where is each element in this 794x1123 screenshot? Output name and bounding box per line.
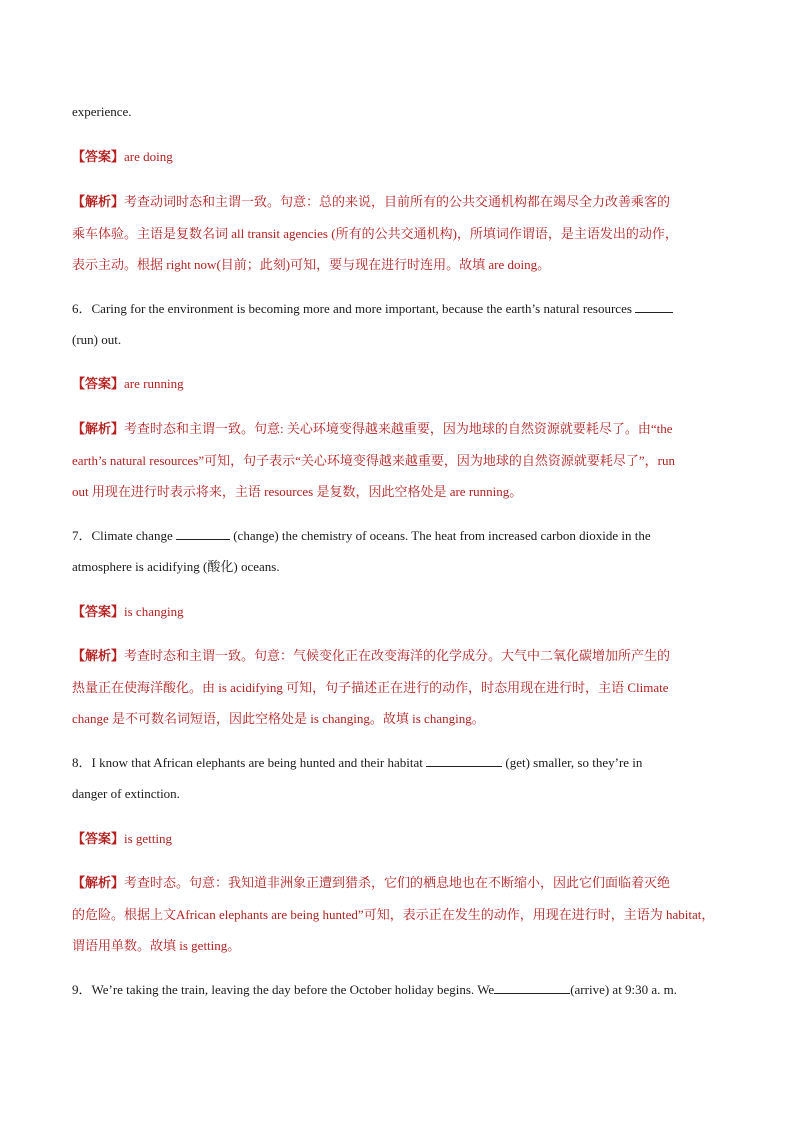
answer-tag: 【答案】 — [72, 605, 125, 620]
analysis-tag: 【解析】 — [72, 422, 125, 437]
answer-text: is changing — [124, 604, 184, 619]
analysis-line-2: 热量正在使海洋酸化。由 is acidifying 可知，句子描述正在进行的动作，时态用现在进行时，主语 Climate — [72, 680, 669, 695]
analysis-line-1: 考查时态。句意：我知道非洲象正遭到猎杀，它们的栖息地也在不断缩小，因此它们面临着灭绝 — [124, 875, 671, 890]
question-text: 6．Caring for the environment is becoming more and more important, because the earth’s natural resources — [72, 301, 632, 316]
analysis-line-1: 考查时态和主谓一致。句意：气候变化正在改变海洋的化学成分。大气中二氧化碳增加所产生的 — [124, 648, 671, 663]
q7-question — [72, 520, 724, 582]
analysis-line-3: change 是不可数名词短语，因此空格处是 is changing。故填 is changing。 — [72, 711, 485, 726]
answer-text: is getting — [124, 831, 173, 846]
analysis-line-2: earth’s natural resources”可知，句子表示“关心环境变得越来越重要，因为地球的自然资源就要耗尽了”，run — [72, 453, 675, 468]
question-text-2: (run) out. — [72, 332, 122, 347]
question-text: 9．We’re taking the train, leaving the day before the October holiday begins. We — [72, 982, 495, 997]
question-text-2: atmosphere is acidifying (酸化) oceans. — [72, 559, 280, 574]
answer-blank[interactable] — [494, 979, 570, 994]
q6-question — [72, 293, 724, 355]
answer-blank[interactable] — [426, 752, 502, 767]
question-text-cont: (change) the chemistry of oceans. The heat from increased carbon dioxide in the — [233, 528, 651, 543]
question-text: 7．Climate change — [72, 528, 173, 543]
analysis-tag: 【解析】 — [72, 876, 125, 891]
q9-question — [72, 974, 724, 1005]
q5-tail: experience. — [72, 104, 132, 119]
analysis-line-2: 乘车体验。主语是复数名词 all transit agencies (所有的公共交通机构)，所填词作谓语，是主语发出的动作， — [72, 226, 678, 241]
q5-analysis — [72, 186, 724, 280]
analysis-line-1: 考查动词时态和主谓一致。句意：总的来说，目前所有的公共交通机构都在竭尽全力改善乘客的 — [124, 194, 671, 209]
q7-answer — [72, 596, 724, 628]
question-text-cont: (get) smaller, so they’re in — [505, 755, 643, 770]
answer-tag: 【答案】 — [72, 377, 125, 392]
q8-answer — [72, 823, 724, 855]
answer-tag: 【答案】 — [72, 150, 125, 165]
analysis-tag: 【解析】 — [72, 649, 125, 664]
analysis-line-3: out 用现在进行时表示将来，主语 resources 是复数，因此空格处是 are running。 — [72, 484, 523, 499]
q8-question — [72, 747, 724, 809]
analysis-line-3: 表示主动。根据 right now(目前；此刻)可知，要与现在进行时连用。故填 are doing。 — [72, 257, 551, 272]
question-text-cont: (arrive) at 9:30 a. m. — [570, 982, 678, 997]
analysis-line-2: 的危险。根据上文African elephants are being hunted”可知，表示正在发生的动作，用现在进行时，主语为 habitat， — [72, 907, 715, 922]
q5-section — [72, 96, 724, 127]
answer-blank[interactable] — [635, 298, 673, 313]
analysis-tag: 【解析】 — [72, 195, 125, 210]
analysis-line-3: 谓语用单数。故填 is getting。 — [72, 938, 241, 953]
question-text: 8．I know that African elephants are being hunted and their habitat — [72, 755, 423, 770]
q6-analysis — [72, 413, 724, 507]
q5-answer — [72, 141, 724, 173]
answer-tag: 【答案】 — [72, 832, 125, 847]
q6-answer — [72, 368, 724, 400]
q7-analysis — [72, 640, 724, 734]
analysis-line-1: 考查时态和主谓一致。句意: 关心环境变得越来越重要，因为地球的自然资源就要耗尽了。由“the — [124, 421, 673, 436]
answer-text: are running — [124, 376, 184, 391]
question-text-2: danger of extinction. — [72, 786, 180, 801]
answer-blank[interactable] — [176, 525, 230, 540]
answer-text: are doing — [124, 149, 173, 164]
q8-analysis — [72, 867, 724, 961]
